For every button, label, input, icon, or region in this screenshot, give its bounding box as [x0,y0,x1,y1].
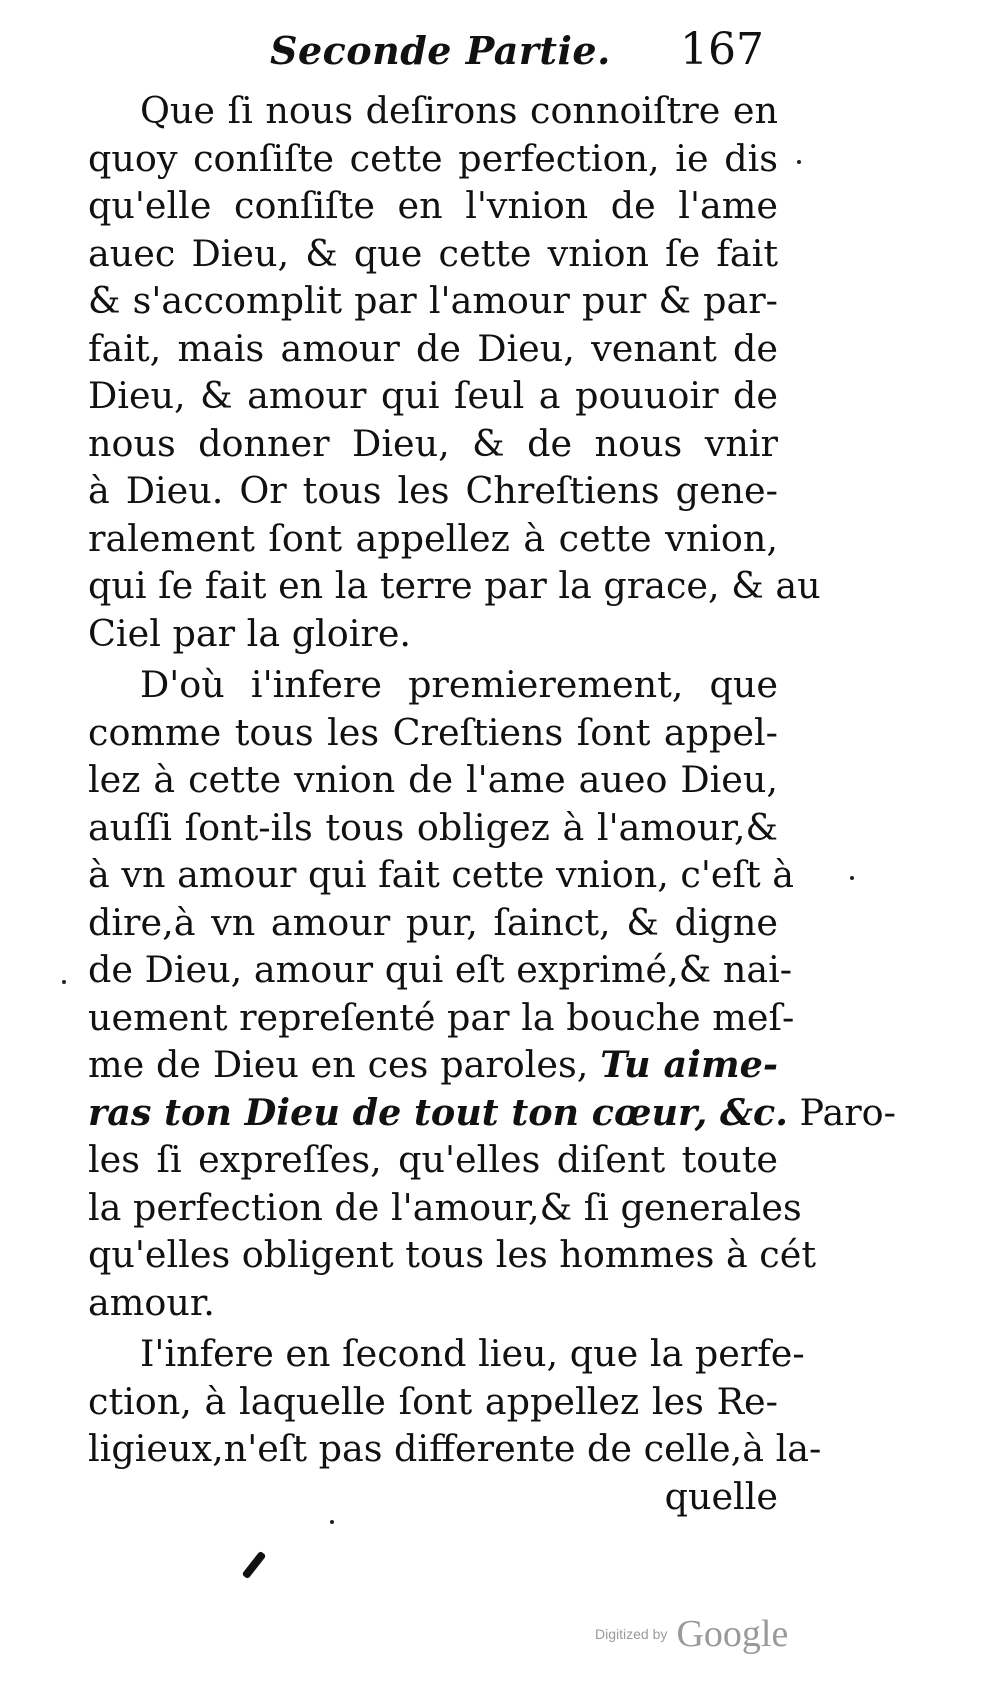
ink-speck [330,1520,334,1524]
text-line: à vn amour qui fait cette vnion, c'eſt à [88,853,795,896]
text-line: qui ſe fait en la terre par la grace, & au [88,564,821,607]
ink-speck [62,980,66,984]
text-line: auec Dieu, & que cette vnion ſe fait [88,231,778,275]
text-line: fait, mais amour de Dieu, venant de [88,326,778,370]
text-line: & s'accomplit par l'amour pur & par- [88,279,778,322]
catchword: quelle [664,1474,778,1518]
page-header [0,24,1005,84]
text-line: D'où i'infere premierement, que [140,663,778,706]
text-line: les ſi expreſſes, qu'elles diſent toute [88,1138,778,1181]
text-line: à Dieu. Or tous les Chreſtiens gene- [88,469,778,512]
text-line: ralement ſont appellez à cette vnion, [88,516,778,560]
ink-speck [850,876,854,880]
running-head: Seconde Partie. [270,28,611,73]
text-line: ction, à laquelle ſont appellez les Re- [88,1379,778,1423]
text-line: I'infere en ſecond lieu, que la perfe- [140,1332,805,1375]
italic-quote: ras ton Dieu de tout ton cœur, &c. [88,1090,788,1134]
text-line: ligieux,n'eſt pas differente de celle,à la- [88,1427,822,1470]
digitized-watermark [595,1612,788,1656]
text-span: Paro- [799,1090,896,1134]
text-line: comme tous les Creſtiens ſont appel- [88,710,778,754]
text-line: dire,à vn amour pur, ſainct, & digne [88,900,778,944]
watermark-prefix: Digitized by [595,1626,668,1642]
body-text [88,87,896,1520]
text-line: qu'elle conſiſte en l'vnion de l'ame [88,184,778,227]
text-line: uement repreſenté par la bouche meſ- [88,995,795,1039]
text-line-mixed [88,1089,896,1137]
text-line: quoy conſiſte cette perfection, ie dis [88,136,778,180]
text-line: la perfection de l'amour,& ſi generales [88,1185,802,1229]
text-line: Que ſi nous deſirons connoiſtre en [140,89,778,132]
text-line: Ciel par la gloire. [88,611,412,655]
text-line: amour. [88,1280,215,1324]
text-span: me de Dieu en ces paroles, [88,1043,589,1086]
text-line-mixed [88,1041,778,1089]
ink-speck [797,160,801,164]
text-line: qu'elles obligent tous les hommes à cét [88,1233,817,1276]
text-line: de Dieu, amour qui eſt exprimé,& nai- [88,948,793,991]
text-line: nous donner Dieu, & de nous vnir [88,421,778,465]
watermark-logo: Google [676,1613,789,1655]
page-number: 167 [680,24,764,75]
text-line: Dieu, & amour qui ſeul a pouuoir de [88,374,778,417]
ink-mark [242,1551,267,1580]
italic-quote: Tu aime- [600,1043,778,1086]
text-line: auſſi ſont-ils tous obligez à l'amour,& [88,805,778,849]
text-line: lez à cette vnion de l'ame aueo Dieu, [88,758,778,801]
